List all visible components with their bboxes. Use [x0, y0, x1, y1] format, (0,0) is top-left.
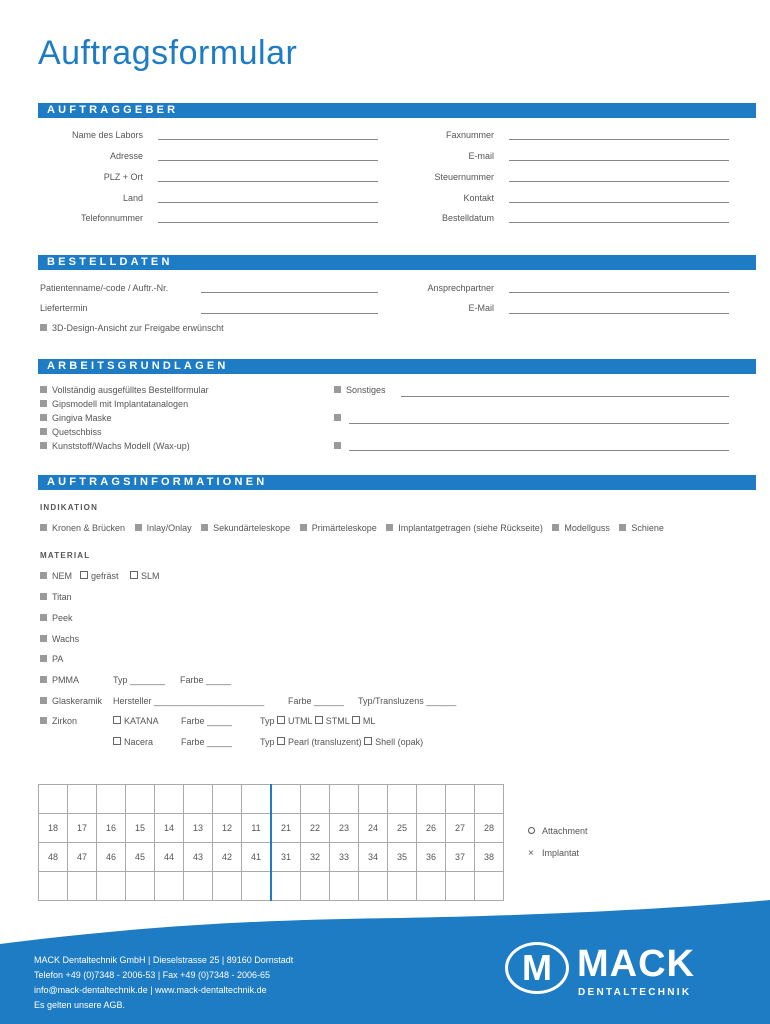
tooth-33: 33 [330, 843, 359, 872]
tooth-12: 12 [213, 814, 242, 843]
label-land: Land [122, 193, 143, 203]
checkbox-peek[interactable]: Peek [40, 613, 73, 623]
tooth-42: 42 [213, 843, 242, 872]
field-faxnummer[interactable] [509, 139, 729, 140]
tooth-41: 41 [242, 843, 272, 872]
checkbox-ml[interactable]: ML [352, 716, 376, 726]
checkbox-empty-icon [277, 716, 285, 724]
checkbox-icon [40, 400, 47, 407]
field-kontakt[interactable] [509, 202, 729, 203]
checkbox-pmma[interactable]: PMMA [40, 675, 79, 685]
field-steuernummer[interactable] [509, 181, 729, 182]
checkbox-bestellformular[interactable]: Vollständig ausgefülltes Bestellformular [40, 385, 209, 395]
checkbox-icon [40, 386, 47, 393]
tooth-34: 34 [359, 843, 388, 872]
circle-icon [528, 827, 535, 834]
checkbox-sonstiges-3[interactable] [334, 441, 346, 451]
pmma-farbe[interactable]: Farbe _____ [180, 675, 232, 685]
checkbox-icon [135, 524, 142, 531]
tooth-mark-cell[interactable] [330, 785, 359, 814]
teeth-row-upper-marks [39, 785, 504, 814]
checkbox-kronen[interactable]: Kronen & Brücken [40, 523, 125, 533]
tooth-26: 26 [417, 814, 446, 843]
footer-web: info@mack-dentaltechnik.de | www.mack-dentaltechnik.de [34, 985, 267, 995]
checkbox-katana[interactable]: KATANA [113, 716, 159, 726]
tooth-17: 17 [68, 814, 97, 843]
checkbox-nacera[interactable]: Nacera [113, 737, 153, 747]
tooth-mark-cell[interactable] [475, 872, 504, 901]
tooth-31: 31 [271, 843, 301, 872]
checkbox-empty-icon [80, 571, 88, 579]
tooth-16: 16 [97, 814, 126, 843]
checkbox-waxup[interactable]: Kunststoff/Wachs Modell (Wax-up) [40, 441, 190, 451]
label-email: E-mail [468, 151, 494, 161]
checkbox-sonstiges[interactable]: Sonstiges [334, 385, 386, 395]
tooth-mark-cell[interactable] [126, 785, 155, 814]
field-sonstiges-2[interactable] [349, 423, 729, 424]
tooth-mark-cell[interactable] [271, 785, 301, 814]
section-bestelldaten: BESTELLDATEN [38, 255, 756, 270]
checkbox-icon [40, 655, 47, 662]
tooth-mark-cell[interactable] [97, 785, 126, 814]
field-bestelldatum[interactable] [509, 222, 729, 223]
label-name-des-labors: Name des Labors [71, 130, 143, 140]
checkbox-slm[interactable]: SLM [130, 571, 160, 581]
field-ansprechpartner[interactable] [509, 292, 729, 293]
checkbox-icon [40, 324, 47, 331]
checkbox-icon [40, 414, 47, 421]
material-label: MATERIAL [40, 551, 91, 560]
checkbox-empty-icon [113, 716, 121, 724]
tooth-mark-cell[interactable] [417, 872, 446, 901]
logo-text: MACK [577, 943, 695, 985]
tooth-22: 22 [301, 814, 330, 843]
tooth-24: 24 [359, 814, 388, 843]
checkbox-icon [40, 593, 47, 600]
tooth-mark-cell[interactable] [126, 872, 155, 901]
field-name-des-labors[interactable] [158, 139, 378, 140]
tooth-mark-cell[interactable] [39, 872, 68, 901]
field-bestell-email[interactable] [509, 313, 729, 314]
tooth-mark-cell[interactable] [184, 872, 213, 901]
checkbox-icon [40, 524, 47, 531]
checkbox-schiene[interactable]: Schiene [619, 523, 664, 533]
label-steuernummer: Steuernummer [434, 172, 494, 182]
checkbox-icon [40, 428, 47, 435]
tooth-48: 48 [39, 843, 68, 872]
checkbox-icon [619, 524, 626, 531]
checkbox-zirkon[interactable]: Zirkon [40, 716, 77, 726]
checkbox-icon [334, 386, 341, 393]
field-land[interactable] [158, 202, 378, 203]
checkbox-icon [552, 524, 559, 531]
label-faxnummer: Faxnummer [445, 130, 494, 140]
teeth-row-upper [39, 814, 504, 843]
tooth-45: 45 [126, 843, 155, 872]
label-patient: Patientenname/-code / Auftr.-Nr. [40, 283, 169, 293]
tooth-23: 23 [330, 814, 359, 843]
checkbox-icon [40, 697, 47, 704]
page-title: Auftragsformular [38, 34, 298, 72]
label-bestell-email: E-Mail [468, 303, 494, 313]
mack-logo-icon: M [505, 942, 569, 994]
tooth-15: 15 [126, 814, 155, 843]
katana-farbe[interactable]: Farbe _____ [181, 716, 233, 726]
nacera-typ: Typ Pearl (transluzent) Shell (opak) [260, 737, 424, 747]
checkbox-icon [40, 572, 47, 579]
label-bestelldatum: Bestelldatum [441, 213, 494, 223]
legend-attachment: Attachment [528, 826, 588, 836]
checkbox-icon [40, 442, 47, 449]
tooth-mark-cell[interactable] [271, 872, 301, 901]
tooth-43: 43 [184, 843, 213, 872]
tooth-27: 27 [446, 814, 475, 843]
section-arbeitsgrundlagen: ARBEITSGRUNDLAGEN [38, 359, 756, 374]
tooth-11: 11 [242, 814, 272, 843]
tooth-mark-cell[interactable] [359, 785, 388, 814]
checkbox-stml[interactable]: STML [315, 716, 350, 726]
tooth-mark-cell[interactable] [446, 785, 475, 814]
checkbox-empty-icon [130, 571, 138, 579]
checkbox-glaskeramik[interactable]: Glaskeramik [40, 696, 102, 706]
field-patient[interactable] [201, 292, 378, 293]
tooth-46: 46 [97, 843, 126, 872]
tooth-mark-cell[interactable] [242, 785, 272, 814]
checkbox-icon [334, 442, 341, 449]
checkbox-empty-icon [113, 737, 121, 745]
teeth-row-lower-marks [39, 872, 504, 901]
checkbox-empty-icon [277, 737, 285, 745]
tooth-28: 28 [475, 814, 504, 843]
checkbox-pa[interactable]: PA [40, 654, 63, 664]
cross-icon: × [528, 848, 534, 859]
section-auftragsinformationen: AUFTRAGSINFORMATIONEN [38, 475, 756, 490]
checkbox-icon [334, 414, 341, 421]
tooth-mark-cell[interactable] [359, 872, 388, 901]
footer-agb: Es gelten unsere AGB. [34, 1000, 126, 1010]
checkbox-inlay[interactable]: Inlay/Onlay [135, 523, 192, 533]
legend-implantat: × Implantat [528, 848, 580, 859]
footer-phone: Telefon +49 (0)7348 - 2006-53 | Fax +49 (0)7348 - 2006-65 [34, 970, 270, 980]
checkbox-icon [40, 717, 47, 724]
tooth-36: 36 [417, 843, 446, 872]
label-liefertermin: Liefertermin [40, 303, 88, 313]
tooth-mark-cell[interactable] [388, 785, 417, 814]
tooth-mark-cell[interactable] [417, 785, 446, 814]
checkbox-icon [386, 524, 393, 531]
checkbox-3d-design[interactable]: 3D-Design-Ansicht zur Freigabe erwünscht [40, 323, 224, 333]
teeth-row-lower [39, 843, 504, 872]
checkbox-sekundaer[interactable]: Sekundärteleskope [201, 523, 290, 533]
field-sonstiges-3[interactable] [349, 450, 729, 451]
tooth-21: 21 [271, 814, 301, 843]
checkbox-gefraest[interactable]: gefräst [80, 571, 119, 581]
tooth-47: 47 [68, 843, 97, 872]
checkbox-icon [40, 614, 47, 621]
tooth-mark-cell[interactable] [184, 785, 213, 814]
tooth-44: 44 [155, 843, 184, 872]
field-telefonnummer[interactable] [158, 222, 378, 223]
checkbox-wachs[interactable]: Wachs [40, 634, 79, 644]
tooth-37: 37 [446, 843, 475, 872]
label-ansprechpartner: Ansprechpartner [427, 283, 494, 293]
checkbox-pearl[interactable]: Pearl (transluzent) [277, 737, 362, 747]
checkbox-quetschbiss[interactable]: Quetschbiss [40, 427, 102, 437]
tooth-25: 25 [388, 814, 417, 843]
section-auftraggeber: AUFTRAGGEBER [38, 103, 756, 118]
pmma-typ[interactable]: Typ _______ [113, 675, 166, 685]
checkbox-titan[interactable]: Titan [40, 592, 72, 602]
label-adresse: Adresse [109, 151, 143, 161]
checkbox-shell[interactable]: Shell (opak) [364, 737, 423, 747]
checkbox-icon [201, 524, 208, 531]
tooth-mark-cell[interactable] [446, 872, 475, 901]
tooth-13: 13 [184, 814, 213, 843]
checkbox-icon [300, 524, 307, 531]
tooth-mark-cell[interactable] [301, 872, 330, 901]
tooth-mark-cell[interactable] [68, 785, 97, 814]
tooth-14: 14 [155, 814, 184, 843]
checkbox-primaer[interactable]: Primärteleskope [300, 523, 377, 533]
tooth-32: 32 [301, 843, 330, 872]
tooth-mark-cell[interactable] [475, 785, 504, 814]
field-plz-ort[interactable] [158, 181, 378, 182]
tooth-mark-cell[interactable] [97, 872, 126, 901]
katana-typ: Typ UTML STML ML [260, 716, 376, 726]
checkbox-empty-icon [364, 737, 372, 745]
checkbox-gipsmodell[interactable]: Gipsmodell mit Implantatanalogen [40, 399, 188, 409]
field-adresse[interactable] [158, 160, 378, 161]
tooth-38: 38 [475, 843, 504, 872]
tooth-mark-cell[interactable] [155, 785, 184, 814]
glaskeramik-hersteller[interactable]: Hersteller ______________________ [113, 696, 265, 706]
tooth-18: 18 [39, 814, 68, 843]
checkbox-gingiva[interactable]: Gingiva Maske [40, 413, 112, 423]
glaskeramik-farbe[interactable]: Farbe ______ [288, 696, 345, 706]
tooth-mark-cell[interactable] [68, 872, 97, 901]
checkbox-modellguss[interactable]: Modellguss [552, 523, 610, 533]
checkbox-empty-icon [315, 716, 323, 724]
tooth-mark-cell[interactable] [39, 785, 68, 814]
tooth-mark-cell[interactable] [213, 872, 242, 901]
indikation-row [40, 523, 671, 533]
nacera-farbe[interactable]: Farbe _____ [181, 737, 233, 747]
footer-address: MACK Dentaltechnik GmbH | Dieselstrasse 25 | 89160 Dornstadt [34, 955, 294, 965]
checkbox-sonstiges-2[interactable] [334, 413, 346, 423]
label-telefonnummer: Telefonnummer [80, 213, 143, 223]
tooth-mark-cell[interactable] [242, 872, 272, 901]
tooth-mark-cell[interactable] [330, 872, 359, 901]
label-plz-ort: PLZ + Ort [103, 172, 143, 182]
tooth-mark-cell[interactable] [155, 872, 184, 901]
field-sonstiges[interactable] [401, 396, 729, 397]
field-email[interactable] [509, 160, 729, 161]
tooth-35: 35 [388, 843, 417, 872]
indikation-label: INDIKATION [40, 503, 99, 512]
tooth-mark-cell[interactable] [301, 785, 330, 814]
tooth-mark-cell[interactable] [213, 785, 242, 814]
checkbox-icon [40, 635, 47, 642]
checkbox-empty-icon [352, 716, 360, 724]
checkbox-icon [40, 676, 47, 683]
tooth-mark-cell[interactable] [388, 872, 417, 901]
checkbox-utml[interactable]: UTML [277, 716, 312, 726]
checkbox-nem[interactable]: NEM [40, 571, 72, 581]
field-liefertermin[interactable] [201, 313, 378, 314]
teeth-chart [38, 784, 504, 901]
label-kontakt: Kontakt [463, 193, 494, 203]
glaskeramik-typ[interactable]: Typ/Transluzens ______ [358, 696, 457, 706]
logo-subtext: DENTALTECHNIK [578, 987, 692, 998]
checkbox-implantat[interactable]: Implantatgetragen (siehe Rückseite) [386, 523, 543, 533]
